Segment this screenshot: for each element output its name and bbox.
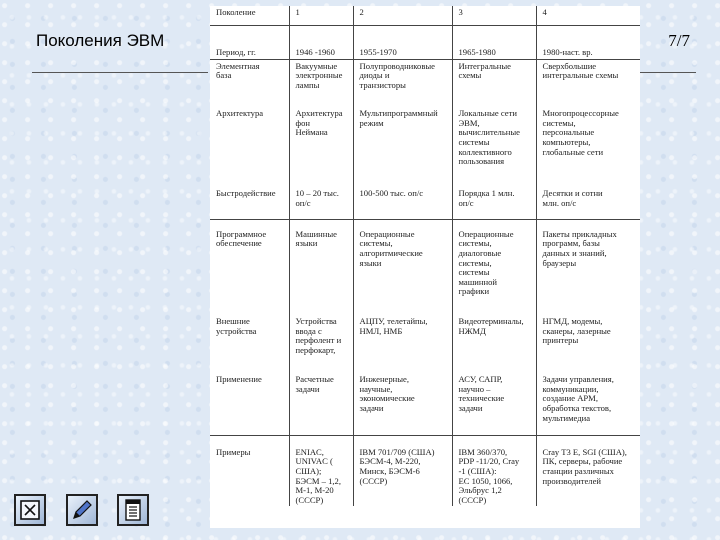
generations-table-panel: [210, 6, 640, 528]
table-cell: 3: [452, 6, 536, 26]
table-cell: Применение: [210, 373, 289, 435]
table-row-examples: [210, 435, 640, 506]
table-cell: Пакеты прикладных программ, базы данных и знаний, браузеры: [536, 219, 640, 315]
document-icon: [122, 498, 144, 522]
title-rule-left: [32, 72, 208, 73]
table-cell: Машинные языки: [289, 219, 353, 315]
table-cell: Локальные сети ЭВМ, вычислительные системы коллективного пользования: [452, 107, 536, 187]
table-cell: Операционные системы, диалоговые системы, системы машинной графики: [452, 219, 536, 315]
table-cell: Задачи управления, коммуникации, создание АРМ, обработка текстов, мультимедиа: [536, 373, 640, 435]
table-cell: Сверхбольшие интегральные схемы: [536, 59, 640, 107]
table-cell: АСУ, САПР, научно – технические задачи: [452, 373, 536, 435]
table-row-application: [210, 373, 640, 435]
table-cell: Поколение: [210, 6, 289, 26]
table-cell: Операционные системы, алгоритмические языки: [353, 219, 452, 315]
table-cell: Программное обеспечение: [210, 219, 289, 315]
table-cell: Порядка 1 млн. оп/с: [452, 187, 536, 219]
table-cell: IBM 360/370, PDP -11/20, Cray -1 (США): ЕС 1050, 1066, Эльбрус 1,2 (СССР): [452, 435, 536, 506]
table-cell: Архитектура фон Неймана: [289, 107, 353, 187]
table-cell: Десятки и сотни млн. оп/с: [536, 187, 640, 219]
table-cell: Быстродействие: [210, 187, 289, 219]
table-cell: Элементная база: [210, 59, 289, 107]
table-cell: Многопроцессорные системы, персональные компьютеры, глобальные сети: [536, 107, 640, 187]
table-row-generation: [210, 6, 640, 26]
table-cell: Внешние устройства: [210, 315, 289, 373]
table-row-element-base: [210, 59, 640, 107]
table-cell: Полупроводниковые диоды и транзисторы: [353, 59, 452, 107]
table-cell: 1: [289, 6, 353, 26]
table-cell: IBM 701/709 (США) БЭСМ-4, М-220, Минск, БЭСМ-6 (СССР): [353, 435, 452, 506]
table-cell: 10 – 20 тыс. оп/с: [289, 187, 353, 219]
title-rule-right: [640, 72, 696, 73]
document-button[interactable]: [117, 494, 149, 526]
table-cell: Устройства ввода с перфолент и перфокарт,: [289, 315, 353, 373]
table-row-period: [210, 26, 640, 60]
table-cell: Период, гг.: [210, 26, 289, 60]
table-cell: 1965-1980: [452, 26, 536, 60]
table-cell: Cray T3 E, SGI (США), ПК, серверы, рабочие станции различных производителей: [536, 435, 640, 506]
table-cell: 2: [353, 6, 452, 26]
table-cell: Видеотерминалы, НЖМД: [452, 315, 536, 373]
table-cell: НГМД, модемы, сканеры, лазерные принтеры: [536, 315, 640, 373]
close-box-icon: [19, 499, 41, 521]
table-cell: 100-500 тыс. оп/с: [353, 187, 452, 219]
pen-button[interactable]: [66, 494, 98, 526]
table-cell: Расчетные задачи: [289, 373, 353, 435]
table-row-peripherals: [210, 315, 640, 373]
table-cell: Интегральные схемы: [452, 59, 536, 107]
table-cell: 4: [536, 6, 640, 26]
slide-number: 7/7: [668, 31, 690, 50]
table-cell: 1980-наст. вр.: [536, 26, 640, 60]
table-cell: 1946 -1960: [289, 26, 353, 60]
table-cell: Мультипрограммный режим: [353, 107, 452, 187]
table-cell: Примеры: [210, 435, 289, 506]
table-row-software: [210, 219, 640, 315]
table-cell: ENIAC, UNIVAC ( США); БЭСМ – 1,2, М-1, М-20 (СССР): [289, 435, 353, 506]
close-button[interactable]: [14, 494, 46, 526]
table-cell: АЦПУ, телетайпы, НМЛ, НМБ: [353, 315, 452, 373]
table-row-performance: [210, 187, 640, 219]
pen-icon: [70, 498, 94, 522]
table-cell: Инженерные, научные, экономические задачи: [353, 373, 452, 435]
slide-title: Поколения ЭВМ: [36, 31, 165, 50]
table-cell: Вакуумные электронные лампы: [289, 59, 353, 107]
generations-table: [210, 6, 640, 506]
table-cell: Архитектура: [210, 107, 289, 187]
table-cell: 1955-1970: [353, 26, 452, 60]
table-row-architecture: [210, 107, 640, 187]
